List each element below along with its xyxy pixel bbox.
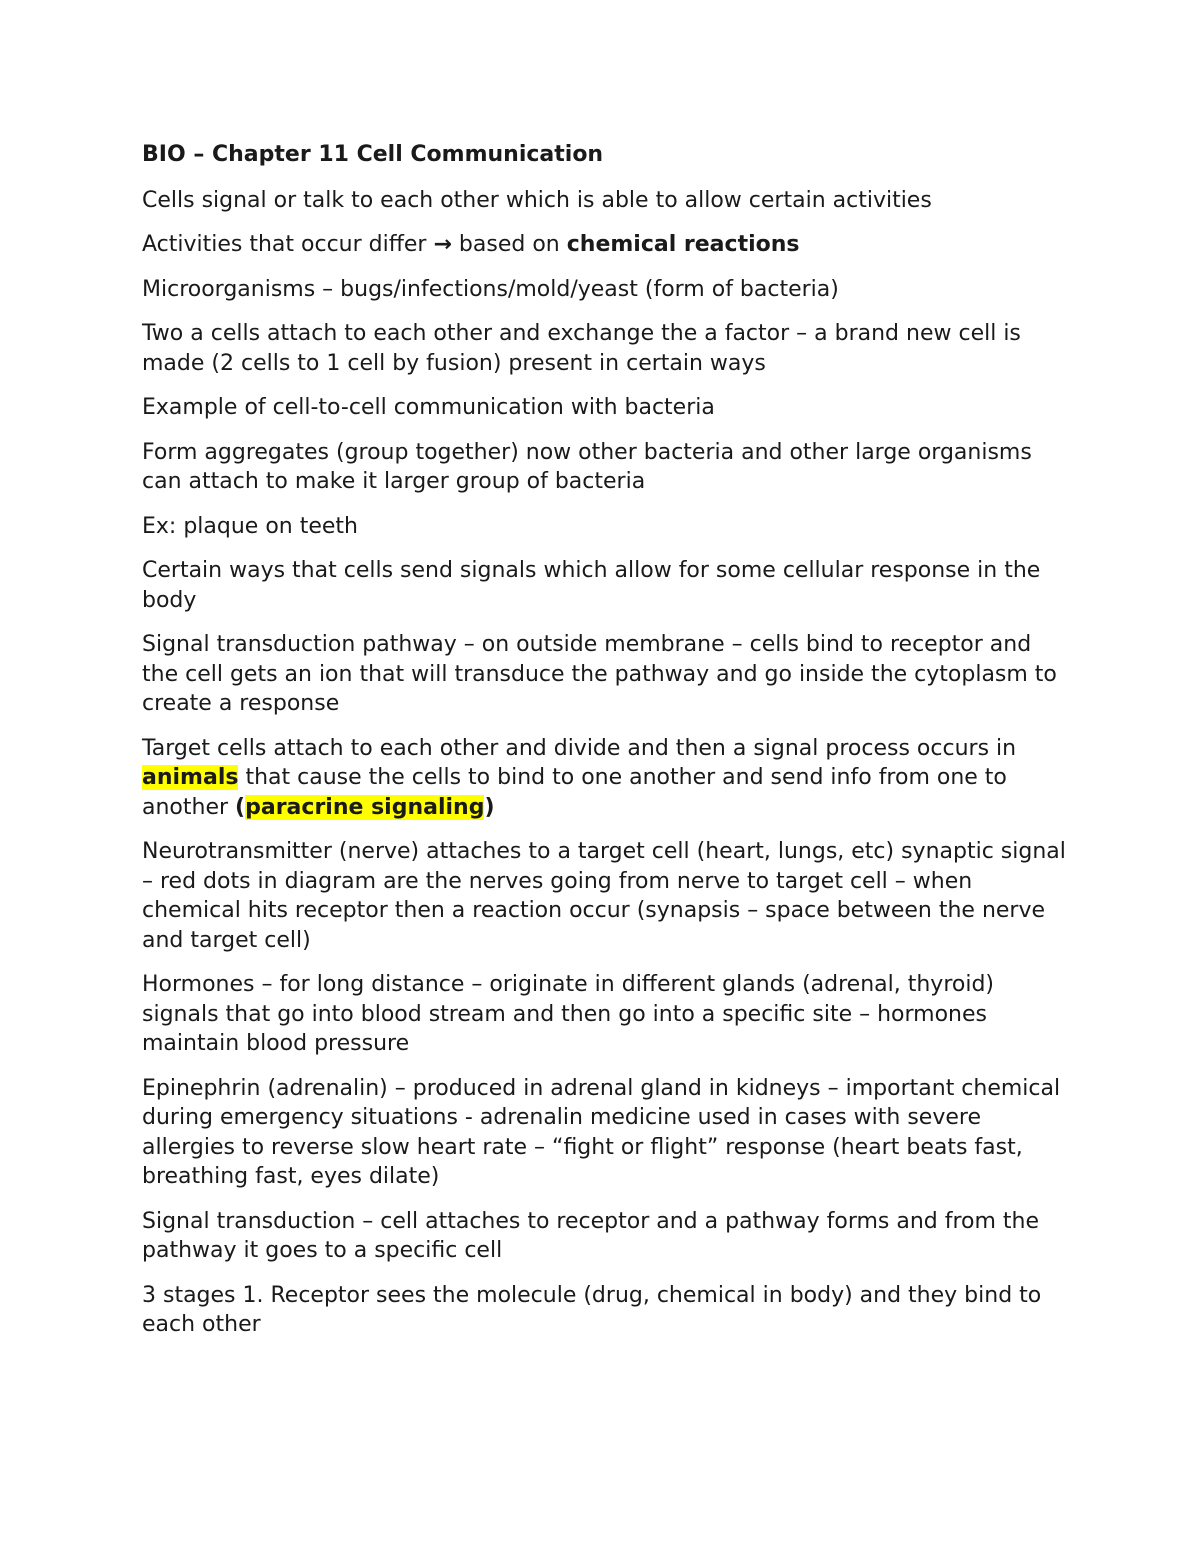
paragraph-2-text: Activities that occur differ: [142, 232, 427, 257]
paragraph-3: Microorganisms – bugs/infections/mold/yeast (form of bacteria): [142, 276, 839, 302]
right-arrow-icon: →: [433, 232, 452, 257]
paragraph-7: Ex: plaque on teeth: [142, 513, 358, 539]
paragraph-10-mid: that cause the cells to bind to one another and send info from one to another: [142, 765, 1007, 820]
paragraph-12: Hormones – for long distance – originate in different glands (adrenal, thyroid) signals that go into blood stream and then go into a specific site – hormones maintain blood pressure: [142, 972, 994, 1056]
paragraph-1: Cells signal or talk to each other which is able to allow certain activities: [142, 187, 932, 213]
paragraph-15: 3 stages 1. Receptor sees the molecule (drug, chemical in body) and they bind to each other: [142, 1282, 1042, 1337]
close-paren: ): [484, 794, 495, 820]
open-paren: (: [235, 794, 246, 820]
paragraph-2: [142, 230, 1072, 260]
paragraph-2-mid: based on: [458, 232, 560, 257]
highlight-animals: animals: [142, 765, 239, 790]
paragraph-4: Two a cells attach to each other and exchange the a factor – a brand new cell is made (2 cells to 1 cell by fusion) present in certain ways: [142, 321, 1021, 376]
paragraph-13: Epinephrin (adrenalin) – produced in adrenal gland in kidneys – important chemical during emergency situations - adrenalin medicine used in cases with severe allergies to reverse slow heart rate – “fight or flight” response (heart beats fast, breathing fast, eyes dilate): [142, 1075, 1061, 1189]
paragraph-8: Certain ways that cells send signals which allow for some cellular response in the body: [142, 558, 1041, 613]
paragraph-10: [142, 734, 1072, 823]
paragraph-9: Signal transduction pathway – on outside membrane – cells bind to receptor and the cell gets an ion that will transduce the pathway and go inside the cytoplasm to create a response: [142, 632, 1057, 716]
paragraph-14: Signal transduction – cell attaches to receptor and a pathway forms and from the pathway it goes to a specific cell: [142, 1208, 1040, 1263]
paragraph-6: Form aggregates (group together) now other bacteria and other large organisms can attach to make it larger group of bacteria: [142, 439, 1032, 494]
document-title: BIO – Chapter 11 Cell Communication: [142, 142, 604, 167]
bold-term-chemical-reactions: chemical reactions: [566, 232, 800, 257]
highlight-paracrine-signaling: paracrine signaling: [245, 794, 485, 820]
document-body: [142, 140, 1072, 1355]
paragraph-5: Example of cell-to-cell communication with bacteria: [142, 395, 715, 420]
paragraph-10-text: Target cells attach to each other and divide and then a signal process occurs in: [142, 735, 1017, 761]
paragraph-11: Neurotransmitter (nerve) attaches to a target cell (heart, lungs, etc) synaptic signal – red dots in diagram are the nerves going from nerve to target cell – when chemical hits receptor then a reaction occur (synapsis – space between the nerve and target cell): [142, 839, 1066, 953]
